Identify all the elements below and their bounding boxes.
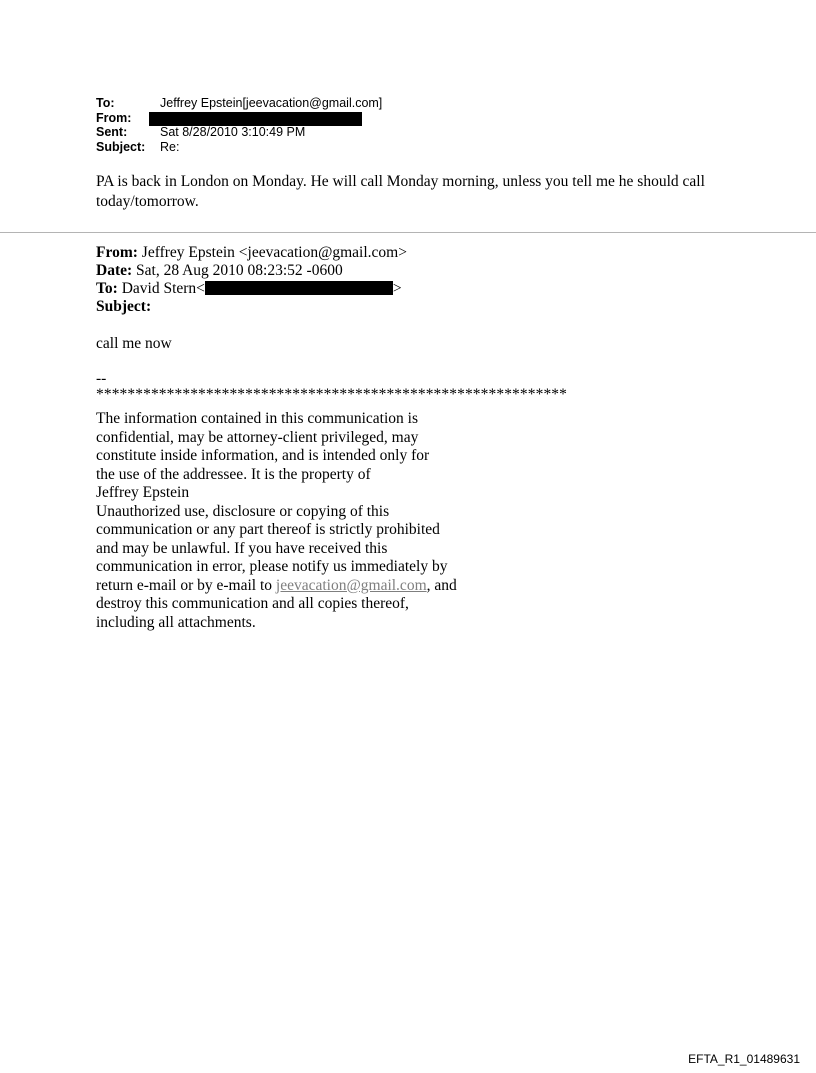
disclaimer-line: Jeffrey Epstein: [96, 484, 190, 501]
header-sent-value: Sat 8/28/2010 3:10:49 PM: [160, 125, 306, 139]
document-id: EFTA_R1_01489631: [688, 1052, 800, 1066]
header-subject-label: Subject:: [96, 139, 146, 154]
disclaimer-line: confidential, may be attorney-client privileged, may: [96, 428, 419, 446]
disclaimer-link-prefix: return e-mail or by e-mail to: [96, 576, 276, 594]
reply-body: PA is back in London on Monday. He will call Monday morning, unless you tell me he should call today/tomorrow.: [96, 173, 705, 210]
original-from-row: [96, 244, 407, 262]
original-date-value: Sat, 28 Aug 2010 08:23:52 -0600: [132, 262, 343, 279]
original-to-redaction: [205, 281, 393, 295]
original-to-suffix: >: [392, 280, 402, 297]
disclaimer-line: constitute inside information, and is intended only for: [96, 447, 430, 464]
original-subject-row: [96, 298, 407, 316]
email-link[interactable]: jeevacation@gmail.com: [275, 576, 427, 594]
original-from-value: Jeffrey Epstein <jeevacation@gmail.com>: [137, 244, 407, 261]
disclaimer-link-suffix: , and: [426, 576, 457, 594]
header-to-value: Jeffrey Epstein[jeevacation@gmail.com]: [160, 96, 383, 110]
disclaimer-line: Unauthorized use, disclosure or copying of this: [96, 502, 390, 520]
header-from-label: From:: [96, 110, 132, 125]
original-body: call me now: [96, 335, 172, 352]
disclaimer-line: the use of the addressee. It is the property of: [96, 465, 371, 483]
disclaimer-line: including all attachments.: [96, 613, 256, 631]
original-to-row: [96, 280, 407, 298]
original-to-label: To:: [96, 280, 118, 297]
disclaimer-line-with-link: [96, 577, 516, 596]
header-sent-label: Sent:: [96, 125, 128, 139]
original-header: [96, 244, 407, 316]
disclaimer-line: The information contained in this communication is: [96, 410, 418, 427]
header-from-redaction: [149, 112, 362, 126]
signature-separator-stars: ************************************************************: [96, 386, 567, 403]
original-date-label: Date:: [96, 262, 133, 279]
original-date-row: [96, 262, 407, 280]
disclaimer-line: communication in error, please notify us immediately by: [96, 558, 448, 575]
disclaimer-line: and may be unlawful. If you have received this: [96, 539, 388, 557]
disclaimer-line: destroy this communication and all copies thereof,: [96, 595, 409, 612]
header-to-label: To:: [96, 96, 115, 110]
signature-separator-dash: --: [96, 370, 107, 387]
header-subject-value: Re:: [160, 139, 180, 154]
original-to-prefix: David Stern<: [117, 280, 205, 297]
original-from-label: From:: [96, 244, 138, 261]
confidentiality-disclaimer: [96, 410, 516, 632]
message-divider: [0, 232, 816, 233]
original-subject-label: Subject:: [96, 298, 152, 315]
disclaimer-line: communication or any part thereof is strictly prohibited: [96, 521, 440, 538]
